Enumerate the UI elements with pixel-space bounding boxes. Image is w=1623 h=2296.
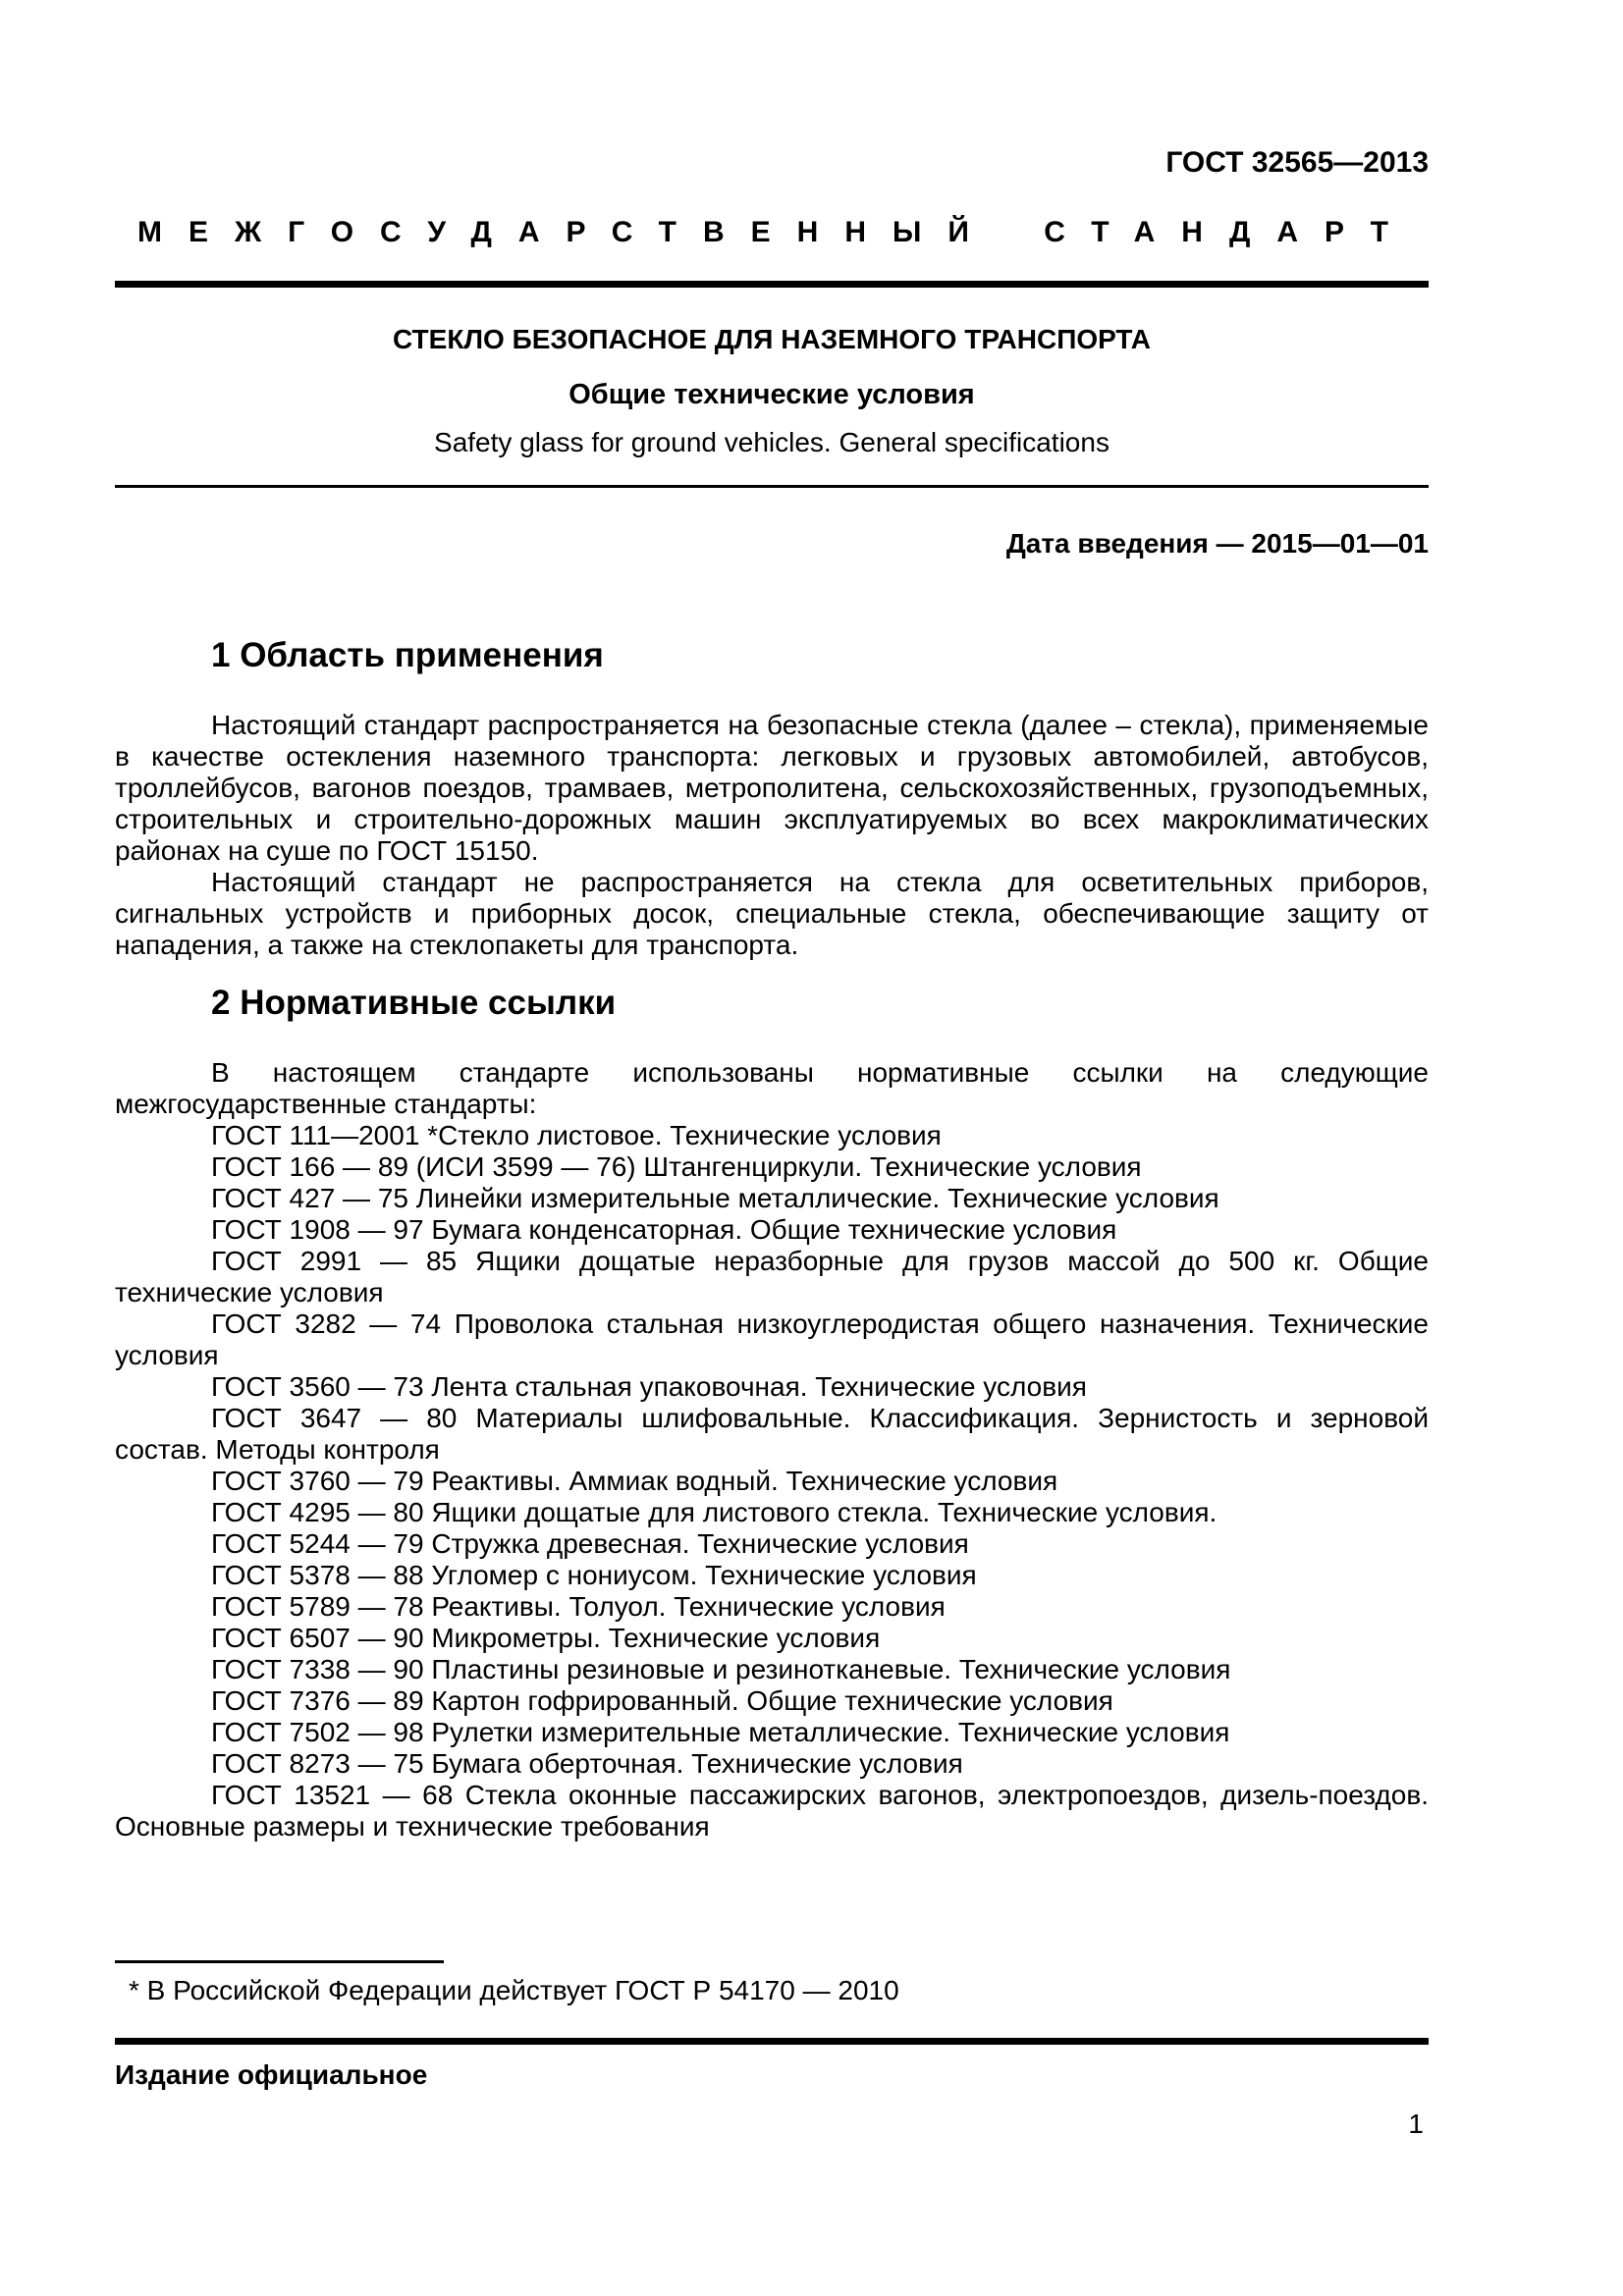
scope-section-body <box>115 710 1429 961</box>
document-subtitle: Общие технические условия <box>568 379 975 410</box>
reference-item: ГОСТ 8273 — 75 Бумага оберточная. Технические условия <box>211 1748 963 1779</box>
page-number: 1 <box>1408 2109 1424 2139</box>
references-section-body <box>115 1057 1429 1842</box>
footnote-separator-rule <box>115 1960 444 1963</box>
effective-date: Дата введения — 2015—01—01 <box>1005 528 1429 559</box>
reference-item: ГОСТ 7338 — 90 Пластины резиновые и резинотканевые. Технические условия <box>211 1654 1231 1684</box>
references-intro: В настоящем стандарте использованы нормативные ссылки на следующие межгосударственные стандарты: <box>115 1057 1429 1119</box>
reference-item: ГОСТ 5244 — 79 Стружка древесная. Технические условия <box>211 1528 969 1559</box>
header-rule <box>115 281 1429 288</box>
scope-paragraph: Настоящий стандарт не распространяется на стекла для осветительных приборов, сигнальных устройств и приборных досок, специальные стекла, обеспечивающие защиту от нападения, а также на стеклопакеты для транспорта. <box>115 867 1429 960</box>
footer-rule <box>115 2038 1429 2045</box>
reference-item: ГОСТ 4295 — 80 Ящики дощатые для листового стекла. Технические условия. <box>211 1497 1217 1527</box>
reference-item: ГОСТ 1908 — 97 Бумага конденсаторная. Общие технические условия <box>211 1214 1117 1245</box>
section-heading-scope: 1 Область применения <box>211 636 604 674</box>
reference-item: ГОСТ 5378 — 88 Угломер с нониусом. Технические условия <box>211 1560 977 1590</box>
reference-item: ГОСТ 166 — 89 (ИСИ 3599 — 76) Штангенциркули. Технические условия <box>211 1151 1142 1182</box>
reference-item: ГОСТ 3647 — 80 Материалы шлифовальные. Классификация. Зернистость и зерновой состав. Методы контроля <box>115 1403 1429 1465</box>
footnote-text: * В Российской Федерации действует ГОСТ Р 54170 — 2010 <box>129 1975 899 2005</box>
reference-item: ГОСТ 7376 — 89 Картон гофрированный. Общие технические условия <box>211 1685 1113 1716</box>
reference-item: ГОСТ 3560 — 73 Лента стальная упаковочная. Технические условия <box>211 1371 1087 1402</box>
title-block-rule <box>115 485 1429 488</box>
reference-item: ГОСТ 3760 — 79 Реактивы. Аммиак водный. Технические условия <box>211 1466 1058 1496</box>
reference-item: ГОСТ 111—2001 *Стекло листовое. Технические условия <box>211 1120 942 1150</box>
reference-item: ГОСТ 427 — 75 Линейки измерительные металлические. Технические условия <box>211 1183 1219 1213</box>
reference-item: ГОСТ 13521 — 68 Стекла оконные пассажирских вагонов, электропоездов, дизель-поездов. Основные размеры и технические требования <box>115 1780 1429 1842</box>
document-subtitle-english: Safety glass for ground vehicles. General specifications <box>434 427 1109 457</box>
reference-item: ГОСТ 2991 — 85 Ящики дощатые неразборные для грузов массой до 500 кг. Общие технические условия <box>115 1246 1429 1308</box>
reference-item: ГОСТ 6507 — 90 Микрометры. Технические условия <box>211 1623 881 1653</box>
document-content <box>115 0 1429 2141</box>
standard-type-banner: МЕЖГОСУДАРСТВЕННЫЙ СТАНДАРТ <box>137 216 1415 248</box>
section-heading-references: 2 Нормативные ссылки <box>211 984 617 1022</box>
document-title: СТЕКЛО БЕЗОПАСНОЕ ДЛЯ НАЗЕМНОГО ТРАНСПОРТА <box>393 324 1151 354</box>
reference-item: ГОСТ 7502 — 98 Рулетки измерительные металлические. Технические условия <box>211 1717 1230 1747</box>
scope-paragraph: Настоящий стандарт распространяется на безопасные стекла (далее – стекла), применяемые в качестве остекления наземного транспорта: легковых и грузовых автомобилей, автобусов, троллейбусов, вагонов поездов, трамваев, метрополитена, сельскохозяйственных, грузоподъемных, строительных и строительно-дорожных машин эксплуатируемых во всех макроклиматических районах на суше по ГОСТ 15150. <box>115 710 1429 866</box>
reference-item: ГОСТ 3282 — 74 Проволока стальная низкоуглеродистая общего назначения. Технические условия <box>115 1308 1429 1370</box>
doc-number: ГОСТ 32565—2013 <box>1165 146 1429 179</box>
reference-item: ГОСТ 5789 — 78 Реактивы. Толуол. Технические условия <box>211 1591 946 1622</box>
edition-label: Издание официальное <box>115 2059 428 2090</box>
